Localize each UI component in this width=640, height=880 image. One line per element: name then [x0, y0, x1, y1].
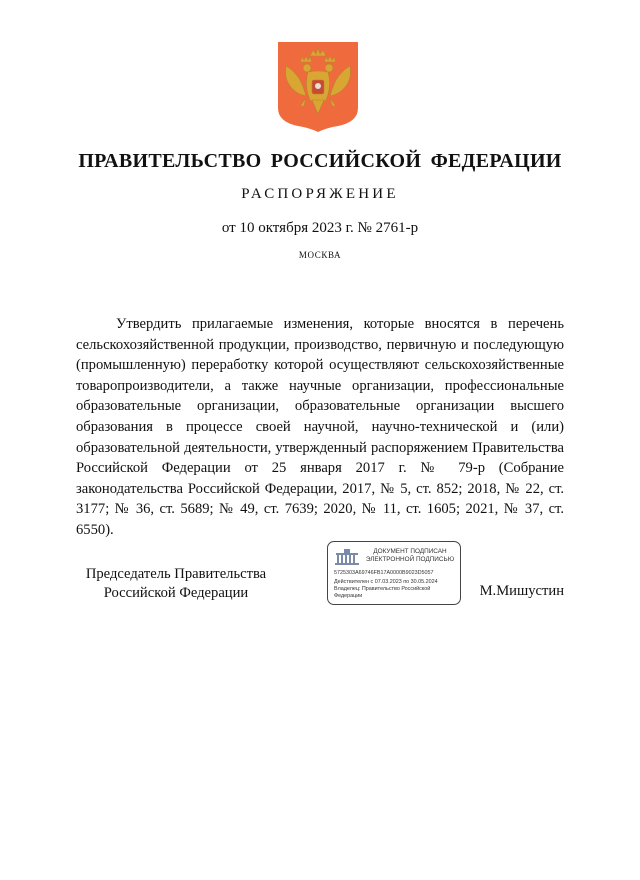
issue-city: МОСКВА	[298, 250, 342, 260]
order-text: Утвердить прилагаемые изменения, которые вносятся в перечень сельскохозяйственной продукции, производство, первичную и последующую (промышленную) переработку которой осуществляют сельскохозяйственные товаропроизводители, а также научные организации, профессиональные образовательные организации, образовательные организации высшего образования в процессе своей научной, научно-технической и (или) образовательной деятельности, утвержденный распоряжением Правительства Российской Федерации от 25 января 2017 г. № 79-р (Собрание законодательства Российской Федерации, 2017, № 5, ст. 852; 2018, № 22, ст. 3177; № 36, ст. 5689; № 49, ст. 7639; 2020, № 11, ст. 1605; 2021, № 37, ст. 6550).	[76, 316, 564, 538]
double-headed-eagle-icon	[276, 40, 360, 132]
document-date-number: от 10 октября 2023 г. № 2761-р	[221, 220, 419, 236]
state-emblem	[276, 40, 360, 132]
government-building-icon	[334, 548, 360, 566]
stamp-title-line1: ДОКУМЕНТ ПОДПИСАН	[373, 548, 447, 555]
stamp-title	[364, 548, 456, 564]
stamp-validity: Действителен с 07.03.2023 по 30.05.2024	[334, 579, 438, 585]
signer-title-line2: Российской Федерации	[103, 585, 249, 601]
document-type: РАСПОРЯЖЕНИЕ	[241, 186, 399, 202]
electronic-signature-stamp	[327, 541, 461, 605]
government-title: ПРАВИТЕЛЬСТВО РОССИЙСКОЙ ФЕДЕРАЦИИ	[78, 150, 562, 172]
stamp-owner-line1: Владелец: Правительство Российской	[334, 586, 431, 592]
stamp-certificate: 5725303A69746FB17A0000B9023D5057	[334, 570, 434, 576]
signer-name: М.Мишустин	[479, 583, 564, 599]
signer-title-line1: Председатель Правительства	[85, 566, 267, 582]
stamp-title-line2: ЭЛЕКТРОННОЙ ПОДПИСЬЮ	[365, 556, 455, 563]
stamp-owner-line2: Федерации	[334, 592, 363, 599]
signer-title	[76, 565, 276, 603]
